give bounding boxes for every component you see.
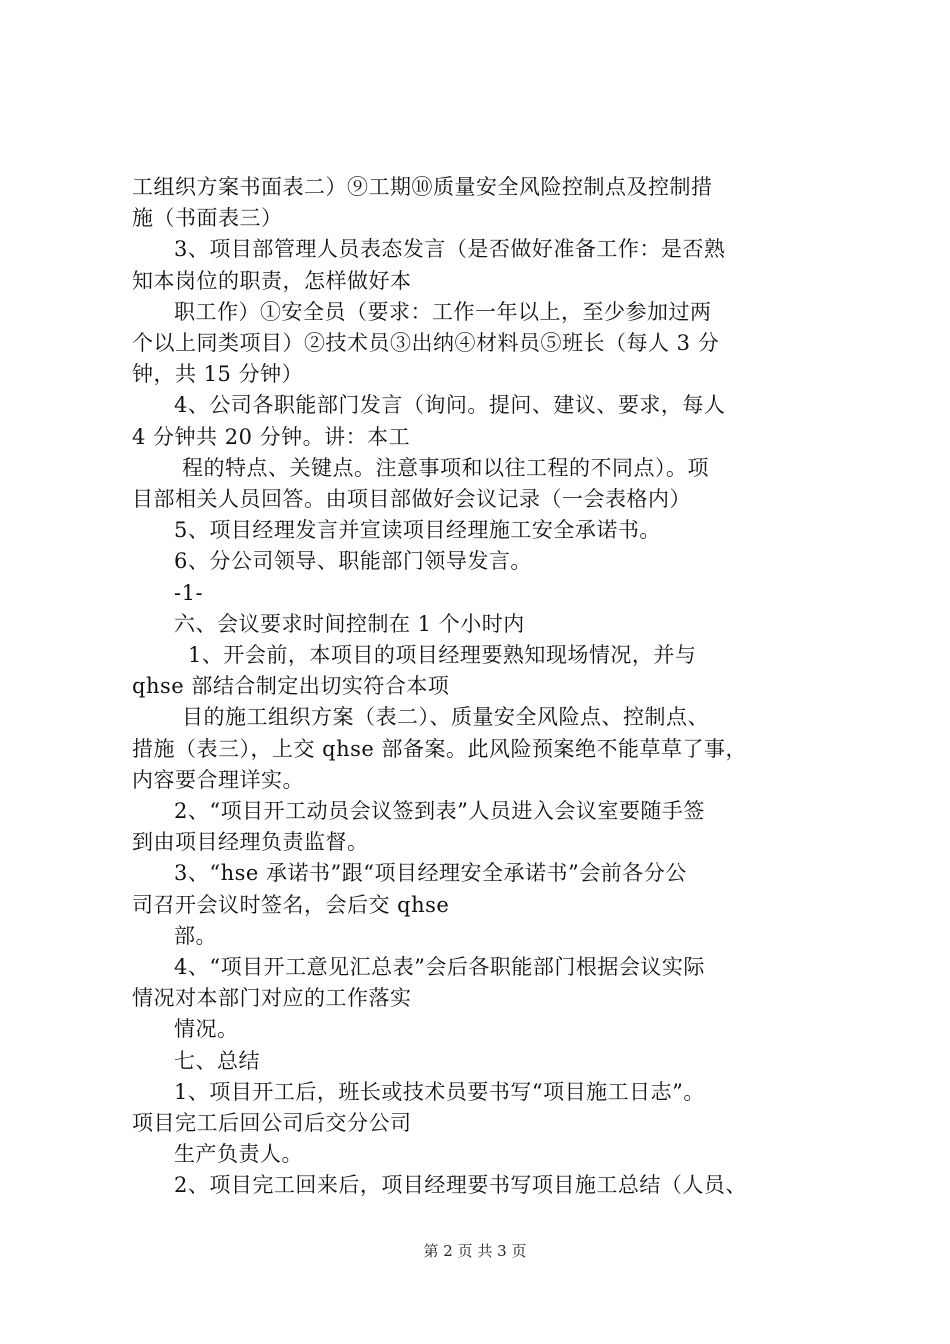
text-line: 4、公司各职能部门发言（询问。提问、建议、要求，每人: [174, 393, 726, 417]
text-line: 内容要合理详实。: [132, 768, 304, 792]
text-line: 2、“项目开工动员会议签到表”人员进入会议室要随手签: [174, 799, 705, 823]
text-line: 目的施工组织方案（表二）、质量安全风险点、控制点、: [182, 705, 709, 729]
text-line: 情况。: [174, 1017, 239, 1041]
text-line: 5、项目经理发言并宣读项目经理施工安全承诺书。: [174, 518, 661, 542]
text-line: 部。: [174, 924, 217, 948]
text-line: 生产负责人。: [174, 1142, 303, 1166]
text-line: 七、总结: [174, 1049, 260, 1073]
page-footer: 第 2 页 共 3 页: [423, 1242, 527, 1260]
text-line: 1、项目开工后，班长或技术员要书写“项目施工日志”。: [174, 1080, 705, 1104]
text-line: 工组织方案书面表二）⑨工期⑩质量安全风险控制点及控制措: [132, 175, 713, 199]
text-line: 1、开会前，本项目的项目经理要熟知现场情况，并与: [188, 643, 697, 667]
text-line: 六、会议要求时间控制在 1 个小时内: [174, 612, 525, 636]
text-line: 2、项目完工回来后，项目经理要书写项目施工总结（人员、: [174, 1173, 747, 1197]
text-line: 施（书面表三）: [132, 206, 283, 230]
text-line: 项目完工后回公司后交分公司: [132, 1111, 412, 1135]
text-line: 到由项目经理负责监督。: [132, 830, 369, 854]
text-line: 4 分钟共 20 分钟。讲：本工: [132, 425, 411, 449]
text-line: 程的特点、关键点。注意事项和以往工程的不同点）。项: [182, 456, 709, 480]
text-line: 知本岗位的职责，怎样做好本: [132, 269, 412, 293]
text-line: 个以上同类项目）②技术员③出纳④材料员⑤班长（每人 3 分: [132, 331, 720, 355]
text-line: 措施（表三），上交 qhse 部备案。此风险预案绝不能草草了事，: [132, 737, 748, 761]
text-line: 钟，共 15 分钟）: [132, 362, 304, 386]
text-line: 3、“hse 承诺书”跟“项目经理安全承诺书”会前各分公: [174, 861, 687, 885]
text-line: 4、“项目开工意见汇总表”会后各职能部门根据会议实际: [174, 955, 705, 979]
text-line: 目部相关人员回答。由项目部做好会议记录（一会表格内）: [132, 487, 691, 511]
text-line: qhse 部结合制定出切实符合本项: [132, 674, 450, 698]
text-line: 3、项目部管理人员表态发言（是否做好准备工作：是否熟: [174, 237, 726, 261]
text-line: 职工作）①安全员（要求：工作一年以上，至少参加过两: [174, 300, 712, 324]
text-line: -1-: [174, 581, 204, 605]
text-line: 情况对本部门对应的工作落实: [132, 986, 412, 1010]
text-line: 司召开会议时签名，会后交 qhse: [132, 893, 450, 917]
text-line: 6、分公司领导、职能部门领导发言。: [174, 549, 532, 573]
